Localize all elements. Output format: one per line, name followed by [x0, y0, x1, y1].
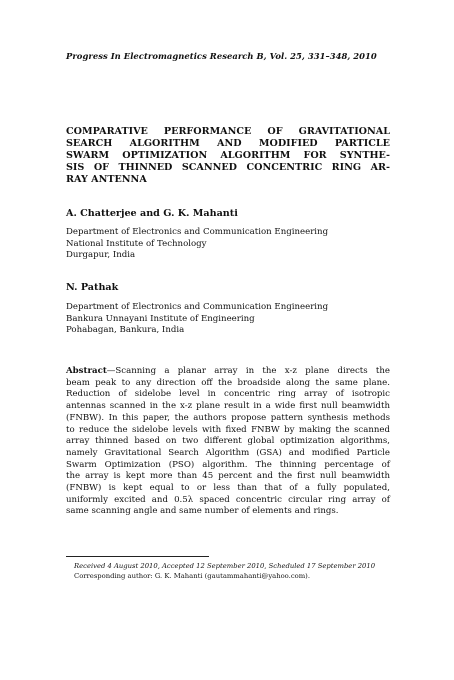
abstract-first-text: —Scanning a planar array in the x-z plane directs the: [106, 366, 390, 376]
abstract-line: (FNBW) is kept equal to or less than that of a fully populated,: [66, 483, 390, 494]
abstract-line: namely Gravitational Search Algorithm (GSA) and modified Particle: [66, 447, 390, 458]
journal-header: Progress In Electromagnetics Research B, Vol. 25, 331–348, 2010: [66, 51, 377, 61]
abstract-line: to reduce the sidelobe levels with fixed FNBW by making the scanned: [66, 424, 390, 435]
footnote: [74, 561, 375, 582]
affiliation-line: Department of Electronics and Communication Engineering: [66, 227, 329, 237]
affiliation-1: [66, 227, 328, 262]
abstract-line: antennas scanned in the x-z plane result in a wide first null beamwidth: [66, 401, 390, 412]
affiliation-line: Durgapur, India: [66, 250, 136, 261]
abstract: [66, 366, 390, 518]
title-line: SEARCH ALGORITHM AND MODIFIED PARTICLE: [66, 138, 390, 149]
abstract-line: same scanning angle and same number of elements and rings.: [66, 506, 339, 517]
abstract-line: the array is kept more than 45 percent and the first null beamwidth: [66, 471, 390, 482]
affiliation-2: [66, 302, 328, 337]
abstract-line: (FNBW). In this paper, the authors propose pattern synthesis methods: [66, 412, 390, 423]
abstract-line: Reduction of sidelobe level in concentric ring array of isotropic: [66, 389, 390, 400]
title-line: RAY ANTENNA: [66, 174, 147, 185]
abstract-line: Swarm Optimization (PSO) algorithm. The thinning percentage of: [66, 459, 390, 470]
author-names-1: A. Chatterjee and G. K. Mahanti: [66, 208, 238, 219]
abstract-line: uniformly excited and 0.5λ spaced concentric circular ring array of: [66, 494, 390, 505]
author-names-2: N. Pathak: [66, 282, 119, 293]
title-line: COMPARATIVE PERFORMANCE OF GRAVITATIONAL: [66, 126, 390, 137]
corresponding-author: Corresponding author: G. K. Mahanti (gautammahanti@yahoo.com).: [74, 572, 310, 581]
title-line: SWARM OPTIMIZATION ALGORITHM FOR SYNTHE-: [66, 150, 390, 161]
abstract-line: beam peak to any direction off the broadside along the same plane.: [66, 377, 390, 388]
affiliation-line: Pohabagan, Bankura, India: [66, 325, 185, 336]
affiliation-line: National Institute of Technology: [66, 238, 207, 249]
affiliation-line: Department of Electronics and Communication Engineering: [66, 302, 329, 312]
abstract-line: [66, 366, 390, 378]
affiliation-line: Bankura Unnayani Institute of Engineering: [66, 313, 255, 324]
paper-title: [66, 126, 390, 186]
received-dates: Received 4 August 2010, Accepted 12 September 2010, Scheduled 17 September 2010: [74, 562, 376, 570]
footnote-divider: [66, 556, 209, 557]
abstract-line: array thinned based on two different global optimization algorithms,: [66, 436, 390, 447]
title-line: SIS OF THINNED SCANNED CONCENTRIC RING AR-: [66, 162, 390, 173]
abstract-label: Abstract: [66, 366, 107, 376]
